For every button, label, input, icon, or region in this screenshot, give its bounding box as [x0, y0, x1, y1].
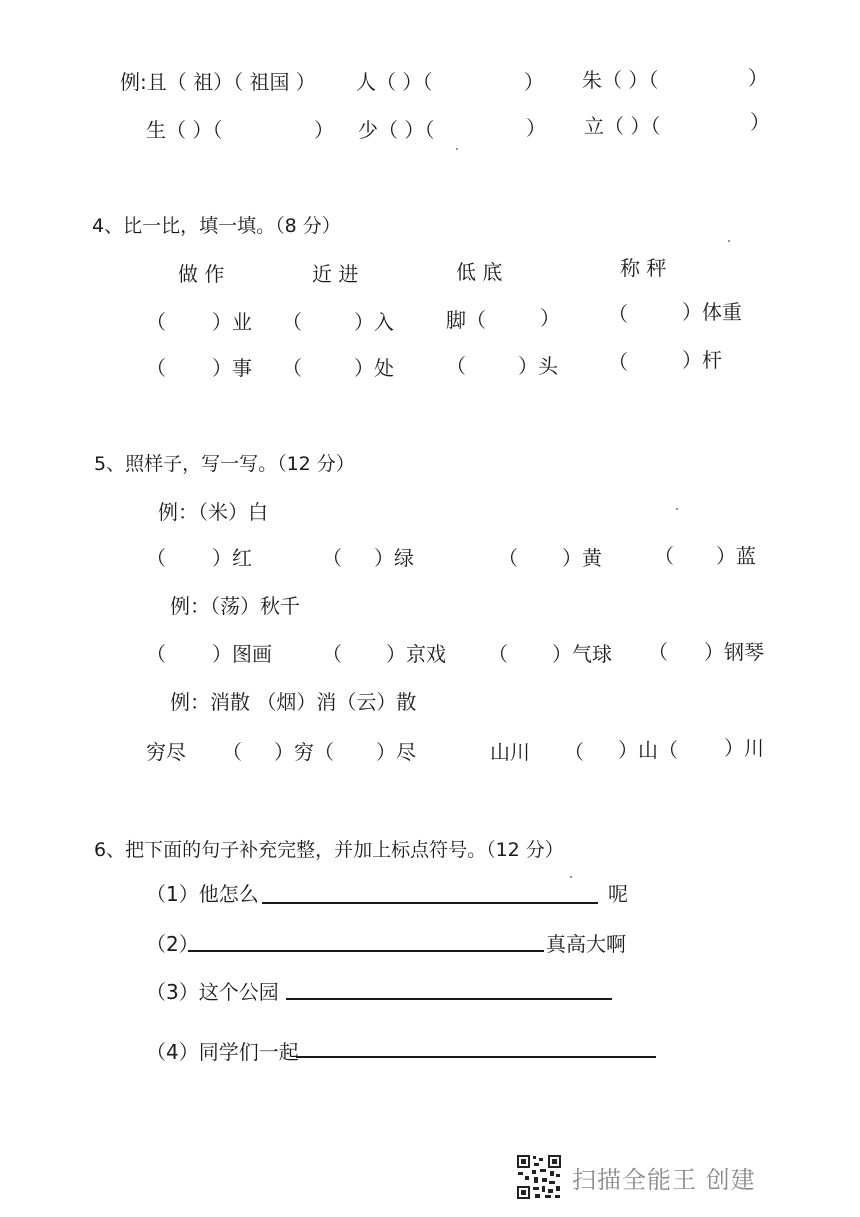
q4-r1-close-2: ）入: [354, 310, 394, 334]
q4-r2-close-3: ）头: [518, 354, 558, 378]
q4-title: 4、比一比，填一填。（8 分）: [92, 215, 341, 237]
q6-blank-4: [296, 1056, 656, 1058]
q5-r1-open-4: （: [654, 544, 674, 568]
fill-ren-close: ）: [524, 70, 544, 94]
q5-r3-word-2: 山川: [490, 740, 530, 764]
q4-r1-close-4: ）体重: [682, 300, 742, 324]
q5-r2-open-2: （: [322, 642, 342, 666]
q5-r1-open-1: （: [146, 546, 166, 570]
q5-example-3: 例：消散 （烟）消（云）散: [170, 690, 417, 714]
q4-r1-close-3: ）: [540, 306, 560, 330]
q5-r1-close-3: ）黄: [562, 546, 602, 570]
q5-r3-open-1: （: [222, 740, 242, 764]
q4-r2-open-4: （: [608, 350, 628, 374]
q4-r1-open-2: （: [282, 310, 302, 334]
scan-speck: [676, 508, 678, 510]
q5-title: 5、照样子，写一写。（12 分）: [94, 453, 355, 475]
q5-r3-mid-1: ）穷（: [274, 740, 334, 764]
q4-r1-close-1: ）业: [212, 310, 252, 334]
q5-r3-mid-2: ）山（: [618, 738, 678, 762]
q5-example-2: 例：（荡）秋千: [170, 594, 300, 618]
q4-pair-2: 近 进: [312, 262, 359, 286]
q6-sentence-2-end: 真高大啊: [546, 932, 626, 956]
q4-r2-open-2: （: [282, 356, 302, 380]
scanner-watermark: 扫描全能王 创建: [572, 1166, 756, 1194]
q6-blank-1: [262, 902, 598, 904]
q6-title: 6、把下面的句子补充完整，并加上标点符号。（12 分）: [94, 839, 564, 861]
q5-r3-word-1: 穷尽: [146, 740, 186, 764]
fill-ren: 人（ ）（: [356, 70, 433, 94]
q6-blank-2: [188, 950, 544, 952]
scan-speck: [728, 240, 730, 242]
q6-sentence-2-start: （2）: [146, 932, 199, 956]
q4-r2-close-1: ）事: [212, 356, 252, 380]
q6-sentence-4-start: （4）同学们一起: [146, 1040, 299, 1064]
q5-r2-open-1: （: [146, 642, 166, 666]
q5-r3-close-2: ）川: [724, 736, 764, 760]
fill-shao: 少（ ）（: [358, 118, 435, 142]
q4-r2-open-3: （: [446, 354, 466, 378]
q4-r1-open-1: （: [146, 310, 166, 334]
fill-zhu: 朱（ ）（: [582, 68, 659, 92]
q4-pair-3: 低 底: [456, 260, 503, 284]
q4-pair-1: 做 作: [178, 262, 225, 286]
q6-sentence-1-end: 呢: [608, 882, 628, 906]
example-row-text: 例:且（ 祖）（ 祖国 ）: [120, 70, 316, 94]
q4-r2-close-2: ）处: [354, 356, 394, 380]
fill-li-close: ）: [750, 110, 770, 134]
fill-sheng: 生（ ）（: [146, 118, 223, 142]
fill-zhu-close: ）: [748, 66, 768, 90]
fill-li: 立（ ）（: [584, 114, 661, 138]
q5-r1-close-4: ）蓝: [716, 544, 756, 568]
q5-r3-close-1: ）尽: [376, 740, 416, 764]
q5-r2-open-4: （: [648, 640, 668, 664]
q4-r2-close-4: ）杆: [682, 348, 722, 372]
q4-r1-open-4: （: [608, 302, 628, 326]
q5-r1-close-2: ）绿: [374, 546, 414, 570]
fill-shao-close: ）: [526, 116, 546, 140]
q5-r2-close-4: ）钢琴: [704, 640, 764, 664]
q6-blank-3: [286, 998, 612, 1000]
q5-r3-open-2: （: [564, 740, 584, 764]
q5-example-1: 例：（米）白: [158, 500, 268, 524]
q5-r1-open-2: （: [322, 546, 342, 570]
q5-r2-close-2: ）京戏: [386, 642, 446, 666]
q6-sentence-3-start: （3）这个公园: [146, 980, 279, 1004]
q4-r2-open-1: （: [146, 356, 166, 380]
q5-r2-close-3: ）气球: [552, 642, 612, 666]
q4-r1-open-3: 脚（: [446, 308, 486, 332]
q6-sentence-1-start: （1）他怎么: [146, 882, 259, 906]
q5-r2-open-3: （: [488, 642, 508, 666]
scan-speck: [570, 876, 572, 878]
q4-pair-4: 称 秤: [620, 256, 667, 280]
fill-sheng-close: ）: [314, 118, 334, 142]
q5-r1-close-1: ）红: [212, 546, 252, 570]
scan-speck: [456, 148, 458, 150]
qr-code-icon: [516, 1154, 562, 1200]
q5-r1-open-3: （: [498, 546, 518, 570]
q5-r2-close-1: ）图画: [212, 642, 272, 666]
